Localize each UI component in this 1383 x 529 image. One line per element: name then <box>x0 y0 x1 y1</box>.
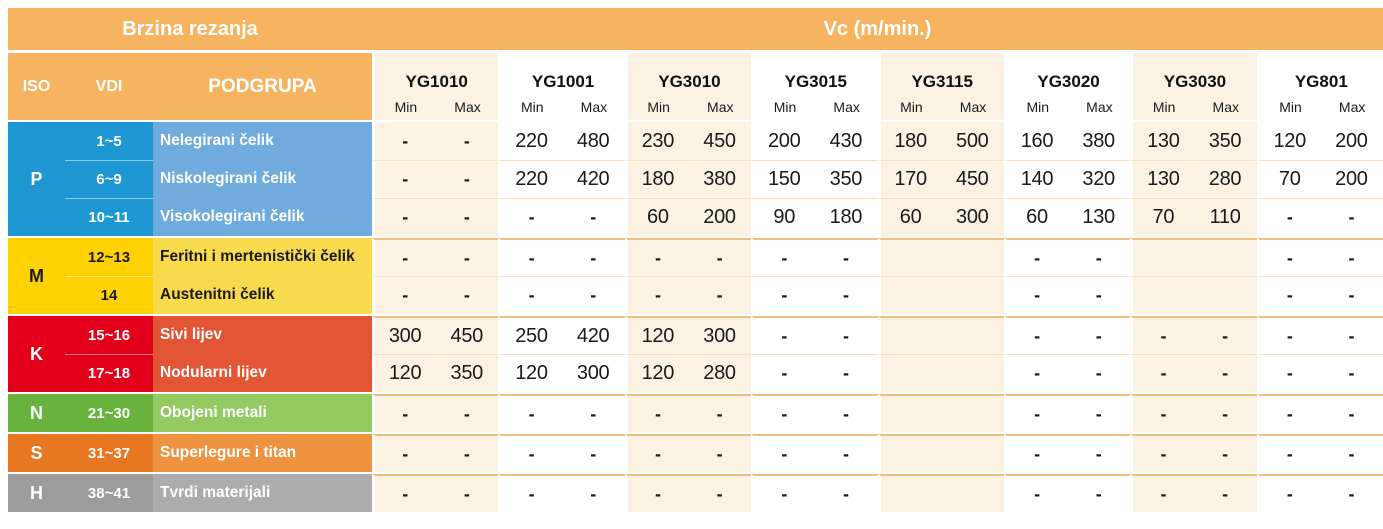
value-cell: 450 <box>435 316 498 354</box>
vdi-cell: 12~13 <box>65 238 153 276</box>
value-cell: - <box>1320 474 1383 512</box>
value-cell: - <box>1320 198 1383 236</box>
value-cell: - <box>814 276 877 314</box>
value-cell: - <box>1193 394 1256 432</box>
value-cell: 60 <box>1004 198 1067 236</box>
vdi-cell: 17~18 <box>65 354 153 392</box>
value-cell: - <box>562 434 625 472</box>
iso-cell: N <box>8 394 65 432</box>
value-cell: 300 <box>562 354 625 392</box>
podgrupa-cell: Superlegure i titan <box>153 434 372 472</box>
value-cell <box>878 434 941 472</box>
value-cell <box>878 276 941 314</box>
value-cell <box>941 354 1004 392</box>
vc-unit-title: Vc (m/min.) <box>823 17 932 40</box>
min-label: Min <box>900 99 923 115</box>
value-cell <box>1193 276 1256 314</box>
table-title-bar <box>8 8 1383 50</box>
vdi-cell: 21~30 <box>65 394 153 432</box>
value-cell: 60 <box>878 198 941 236</box>
grade-column-header-yg1001 <box>498 53 624 120</box>
grade-name: YG3010 <box>658 72 721 91</box>
value-cell: - <box>751 434 814 472</box>
column-header-vdi: VDI <box>95 77 123 95</box>
value-cell: - <box>1004 394 1067 432</box>
iso-section-s <box>8 434 1383 472</box>
value-cell <box>941 316 1004 354</box>
value-cell: - <box>498 238 561 276</box>
cutting-speed-table <box>8 8 1383 512</box>
value-cell: - <box>562 394 625 432</box>
podgrupa-cell: Nodularni lijev <box>153 354 372 392</box>
value-cell: 200 <box>751 122 814 160</box>
vdi-cell: 1~5 <box>65 122 153 160</box>
value-cell: - <box>1130 316 1193 354</box>
value-cell <box>941 394 1004 432</box>
iso-cell: S <box>8 434 65 472</box>
min-label: Min <box>1279 99 1302 115</box>
value-cell: - <box>1004 238 1067 276</box>
value-cell: - <box>1257 316 1320 354</box>
max-label: Max <box>454 99 481 115</box>
value-cell <box>878 474 941 512</box>
value-cell: 120 <box>372 354 435 392</box>
value-cell: - <box>1320 434 1383 472</box>
value-cell <box>1130 276 1193 314</box>
grade-column-header-yg3010 <box>625 53 751 120</box>
value-cell: - <box>751 354 814 392</box>
value-cell: 160 <box>1004 122 1067 160</box>
left-header-group <box>8 53 372 120</box>
value-cell: - <box>1320 316 1383 354</box>
grade-name: YG3030 <box>1163 72 1227 91</box>
value-cell: - <box>372 394 435 432</box>
value-cell: - <box>1320 276 1383 314</box>
value-cell: 200 <box>1320 122 1383 160</box>
max-label: Max <box>1338 99 1366 115</box>
value-cell: 450 <box>941 160 1004 198</box>
value-cell: - <box>688 474 751 512</box>
value-cell: - <box>372 122 435 160</box>
grade-column-header-yg801 <box>1257 53 1383 120</box>
value-cell: 220 <box>498 122 561 160</box>
grade-name: YG3115 <box>911 72 973 91</box>
value-cell: - <box>814 474 877 512</box>
grade-name: YG1010 <box>405 72 468 91</box>
value-cell: - <box>751 276 814 314</box>
value-cell: - <box>1067 316 1130 354</box>
value-cell: 120 <box>625 316 688 354</box>
value-cell: 120 <box>498 354 561 392</box>
value-cell <box>878 354 941 392</box>
value-cell: - <box>562 238 625 276</box>
value-cell: 200 <box>1320 160 1383 198</box>
min-label: Min <box>394 99 418 115</box>
value-cell: - <box>1257 474 1320 512</box>
value-cell: 480 <box>562 122 625 160</box>
value-cell: - <box>372 198 435 236</box>
value-cell <box>878 238 941 276</box>
value-cell: 130 <box>1130 122 1193 160</box>
value-cell: 300 <box>688 316 751 354</box>
value-cell: - <box>1004 276 1067 314</box>
value-cell: - <box>688 394 751 432</box>
value-cell: 110 <box>1193 198 1256 236</box>
vdi-cell: 38~41 <box>65 474 153 512</box>
value-cell: - <box>1257 354 1320 392</box>
value-cell: - <box>1320 238 1383 276</box>
value-cell: - <box>1067 394 1130 432</box>
value-cell: 130 <box>1067 198 1130 236</box>
value-cell: - <box>688 434 751 472</box>
value-cell: 350 <box>1193 122 1256 160</box>
value-cell: - <box>562 474 625 512</box>
value-cell: 180 <box>878 122 941 160</box>
value-cell: - <box>814 434 877 472</box>
min-label: Min <box>647 99 670 115</box>
value-cell: 280 <box>688 354 751 392</box>
value-cell: - <box>498 198 561 236</box>
value-cell: 220 <box>498 160 561 198</box>
value-cell: - <box>1130 354 1193 392</box>
value-cell <box>941 474 1004 512</box>
value-cell: - <box>435 198 498 236</box>
value-cell: - <box>562 198 625 236</box>
value-cell: 280 <box>1193 160 1256 198</box>
value-cell: 350 <box>435 354 498 392</box>
vdi-cell: 31~37 <box>65 434 153 472</box>
min-label: Min <box>773 99 797 115</box>
value-cell: - <box>1067 238 1130 276</box>
value-cell: - <box>372 238 435 276</box>
value-cell: 70 <box>1130 198 1193 236</box>
value-cell: - <box>1004 474 1067 512</box>
value-cell: 500 <box>941 122 1004 160</box>
value-cell: 60 <box>625 198 688 236</box>
value-cell: - <box>1257 238 1320 276</box>
value-cell: 180 <box>814 198 877 236</box>
value-cell: - <box>1320 354 1383 392</box>
value-cell: 430 <box>814 122 877 160</box>
value-cell: 150 <box>751 160 814 198</box>
vdi-cell: 15~16 <box>65 316 153 354</box>
column-header-podgrupa: PODGRUPA <box>208 75 317 97</box>
vdi-cell: 14 <box>65 276 153 314</box>
value-cell: - <box>1004 434 1067 472</box>
value-cell: - <box>435 394 498 432</box>
value-cell: - <box>1193 474 1256 512</box>
value-cell <box>941 276 1004 314</box>
value-cell: - <box>498 394 561 432</box>
column-header-iso: ISO <box>22 77 51 95</box>
value-cell: - <box>372 474 435 512</box>
value-cell: - <box>1004 316 1067 354</box>
podgrupa-cell: Sivi lijev <box>153 316 372 354</box>
value-cell: 130 <box>1130 160 1193 198</box>
iso-cell: P <box>8 122 65 236</box>
grade-name: YG1001 <box>531 72 595 91</box>
grade-column-header-yg3020 <box>1004 53 1130 120</box>
podgrupa-cell: Nelegirani čelik <box>153 122 372 160</box>
value-cell: - <box>814 316 877 354</box>
value-cell: - <box>625 238 688 276</box>
value-cell: - <box>1193 434 1256 472</box>
value-cell: - <box>1130 394 1193 432</box>
podgrupa-cell: Obojeni metali <box>153 394 372 432</box>
value-cell: - <box>751 394 814 432</box>
value-cell: 120 <box>1257 122 1320 160</box>
value-cell: 140 <box>1004 160 1067 198</box>
value-cell: - <box>1257 198 1320 236</box>
value-cell: - <box>1130 434 1193 472</box>
value-cell: 300 <box>372 316 435 354</box>
podgrupa-cell: Visokolegirani čelik <box>153 198 372 236</box>
value-cell: - <box>1067 276 1130 314</box>
value-cell: 230 <box>625 122 688 160</box>
value-cell: - <box>1130 474 1193 512</box>
cutting-speed-title: Brzina rezanja <box>122 17 258 40</box>
value-cell: - <box>435 160 498 198</box>
iso-section-k <box>8 316 1383 392</box>
value-cell: 120 <box>625 354 688 392</box>
value-cell: - <box>1320 394 1383 432</box>
iso-section-n <box>8 394 1383 432</box>
value-cell: - <box>435 122 498 160</box>
grade-column-header-yg1010 <box>372 53 498 120</box>
value-cell <box>1193 238 1256 276</box>
value-cell: 420 <box>562 316 625 354</box>
value-cell: - <box>498 434 561 472</box>
value-cell: - <box>751 238 814 276</box>
value-cell: 90 <box>751 198 814 236</box>
value-cell: 180 <box>625 160 688 198</box>
column-header-row <box>8 53 1383 120</box>
min-label: Min <box>520 99 544 115</box>
value-cell <box>878 394 941 432</box>
value-cell: 380 <box>1067 122 1130 160</box>
max-label: Max <box>1086 99 1113 115</box>
value-cell: - <box>498 474 561 512</box>
value-cell: - <box>1257 434 1320 472</box>
value-cell: - <box>1257 394 1320 432</box>
value-cell: - <box>751 474 814 512</box>
grade-name: YG3020 <box>1037 72 1100 91</box>
grade-column-header-yg3015 <box>751 53 877 120</box>
value-cell: - <box>814 354 877 392</box>
data-sections <box>8 122 1383 512</box>
value-cell: - <box>1193 316 1256 354</box>
value-cell: 420 <box>562 160 625 198</box>
min-label: Min <box>1152 99 1176 115</box>
value-cell: 450 <box>688 122 751 160</box>
value-cell: - <box>751 316 814 354</box>
value-cell <box>941 238 1004 276</box>
iso-section-m <box>8 238 1383 314</box>
value-cell: - <box>625 434 688 472</box>
podgrupa-cell: Austenitni čelik <box>153 276 372 314</box>
max-label: Max <box>707 99 734 115</box>
value-cell: - <box>435 434 498 472</box>
value-cell: - <box>562 276 625 314</box>
value-cell: 170 <box>878 160 941 198</box>
value-cell: - <box>1257 276 1320 314</box>
iso-cell: M <box>8 238 65 314</box>
value-cell: - <box>435 238 498 276</box>
value-cell: 300 <box>941 198 1004 236</box>
value-cell: 380 <box>688 160 751 198</box>
value-cell: - <box>688 276 751 314</box>
max-label: Max <box>1212 99 1239 115</box>
value-cell: - <box>498 276 561 314</box>
value-cell: - <box>625 394 688 432</box>
value-cell: - <box>372 434 435 472</box>
iso-cell: H <box>8 474 65 512</box>
value-cell: - <box>1004 354 1067 392</box>
value-cell: - <box>372 276 435 314</box>
value-cell <box>878 316 941 354</box>
value-cell: - <box>1193 354 1256 392</box>
value-cell: - <box>625 276 688 314</box>
value-cell <box>1130 238 1193 276</box>
iso-cell: K <box>8 316 65 392</box>
value-cell: - <box>1067 474 1130 512</box>
value-cell: - <box>435 276 498 314</box>
max-label: Max <box>580 99 608 115</box>
value-cell: - <box>1067 354 1130 392</box>
podgrupa-cell: Niskolegirani čelik <box>153 160 372 198</box>
value-cell: 350 <box>814 160 877 198</box>
value-cell: - <box>814 394 877 432</box>
iso-section-p <box>8 122 1383 236</box>
podgrupa-cell: Tvrdi materijali <box>153 474 372 512</box>
value-cell: - <box>625 474 688 512</box>
grade-name: YG801 <box>1294 72 1348 91</box>
value-cell: 250 <box>498 316 561 354</box>
min-label: Min <box>1026 99 1049 115</box>
vdi-cell: 10~11 <box>65 198 153 236</box>
vdi-cell: 6~9 <box>65 160 153 198</box>
max-label: Max <box>959 99 987 115</box>
grade-column-header-yg3030 <box>1130 53 1256 120</box>
grade-name: YG3015 <box>784 72 847 91</box>
max-label: Max <box>833 99 860 115</box>
value-cell: - <box>435 474 498 512</box>
value-cell: 200 <box>688 198 751 236</box>
value-cell: - <box>372 160 435 198</box>
iso-section-h <box>8 474 1383 512</box>
value-cell: - <box>814 238 877 276</box>
podgrupa-cell: Feritni i mertenistički čelik <box>153 238 372 276</box>
value-cell: 320 <box>1067 160 1130 198</box>
value-cell: 70 <box>1257 160 1320 198</box>
value-cell: - <box>1067 434 1130 472</box>
value-cell <box>941 434 1004 472</box>
grade-column-header-yg3115 <box>878 53 1004 120</box>
value-cell: - <box>688 238 751 276</box>
